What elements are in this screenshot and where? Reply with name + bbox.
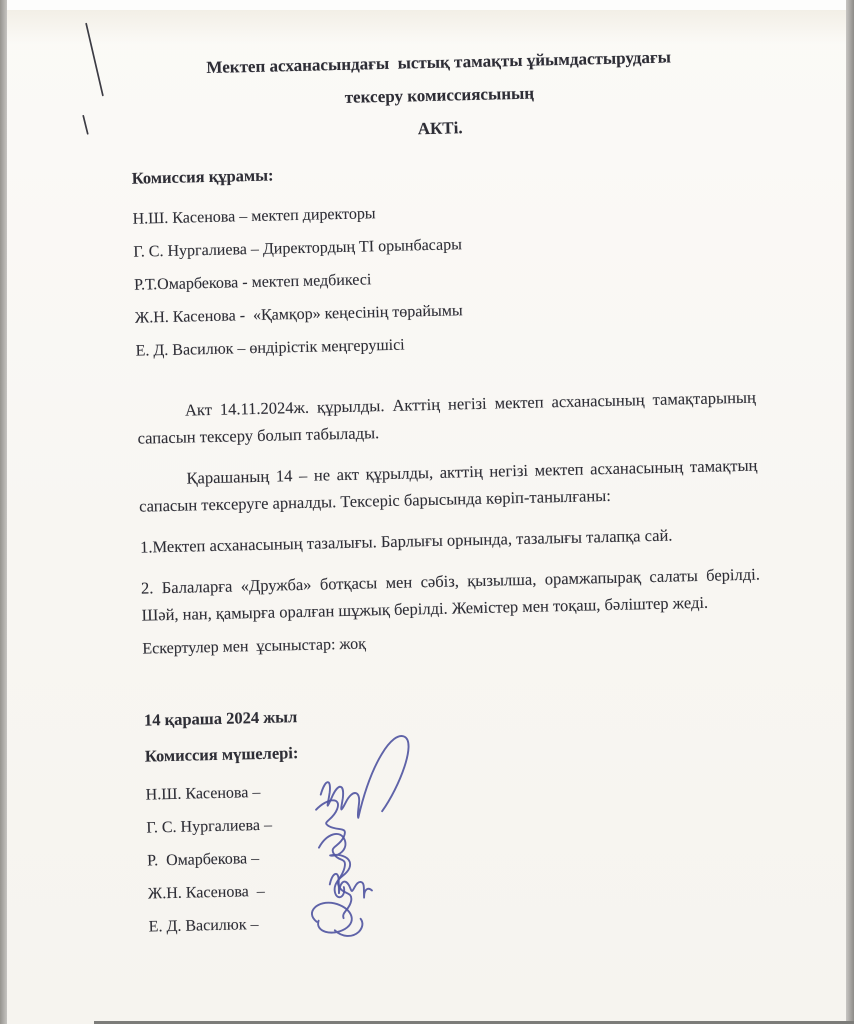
member-line-2: Г. С. Нургалиева – Директордың ТІ орынбасары	[133, 236, 463, 261]
commission-heading: Комиссия құрамы:	[131, 165, 274, 188]
paragraph-inspection-purpose: Қарашаның 14 – не акт құрылды, акттің негізі мектеп асханасының тамақтың сапасын тексеруге арналды. Тексеріс барысында көріп-танылғаны:	[138, 455, 758, 516]
finding-item-2: 2. Балаларға «Дружба» ботқасы мен сәбіз, қызылша, орамжапырақ салаты берілді. Шәй, нан, қамырға оралған шұжық берілді. Жемістер мен тоқаш, бәліштер жеді.	[140, 564, 761, 625]
commission-members-list	[132, 189, 755, 368]
finding-item-1: 1.Мектеп асханасының тазалығы. Барлығы орнында, тазалығы талапқа сай.	[139, 525, 673, 557]
signatory-name-4: Ж.Н. Касенова –	[147, 882, 269, 903]
date-line: 14 қараша 2024 жыл	[143, 707, 298, 730]
title-line-3: АКТі.	[417, 118, 463, 139]
member-line-4: Ж.Н. Касенова - «Қамқор» кеңесінің төрайымы	[134, 302, 463, 327]
document-title	[129, 39, 750, 152]
signatory-name-1: Н.Ш. Касенова –	[145, 783, 265, 804]
member-line-3: Р.Т.Омарбекова - мектеп медбикесі	[133, 271, 372, 294]
title-line-1: Мектеп асханасындағы ыстық тамақты ұйымдастырудағы	[206, 47, 672, 78]
paragraph-act-created: Акт 14.11.2024ж. құрылды. Акттің негізі мектеп асханасының тамақтарының сапасын тексеру болып табылады.	[137, 387, 757, 448]
signatory-name-3: Р. Омарбекова –	[146, 849, 264, 870]
title-line-2: тексеру комиссиясының	[344, 83, 535, 107]
signatory-name-5: Е. Д. Василюк –	[148, 915, 263, 936]
signatory-name-2: Г. С. Нургалиева –	[146, 816, 277, 837]
notes-line: Ескертулер мен ұсыныстар: жоқ	[142, 635, 367, 658]
signatories-heading: Комиссия мүшелері:	[144, 743, 299, 766]
member-line-1: Н.Ш. Касенова – мектеп директоры	[132, 205, 376, 228]
signature-block	[145, 765, 768, 944]
member-line-5: Е. Д. Василюк – өндірістік меңгерушісі	[135, 336, 405, 360]
